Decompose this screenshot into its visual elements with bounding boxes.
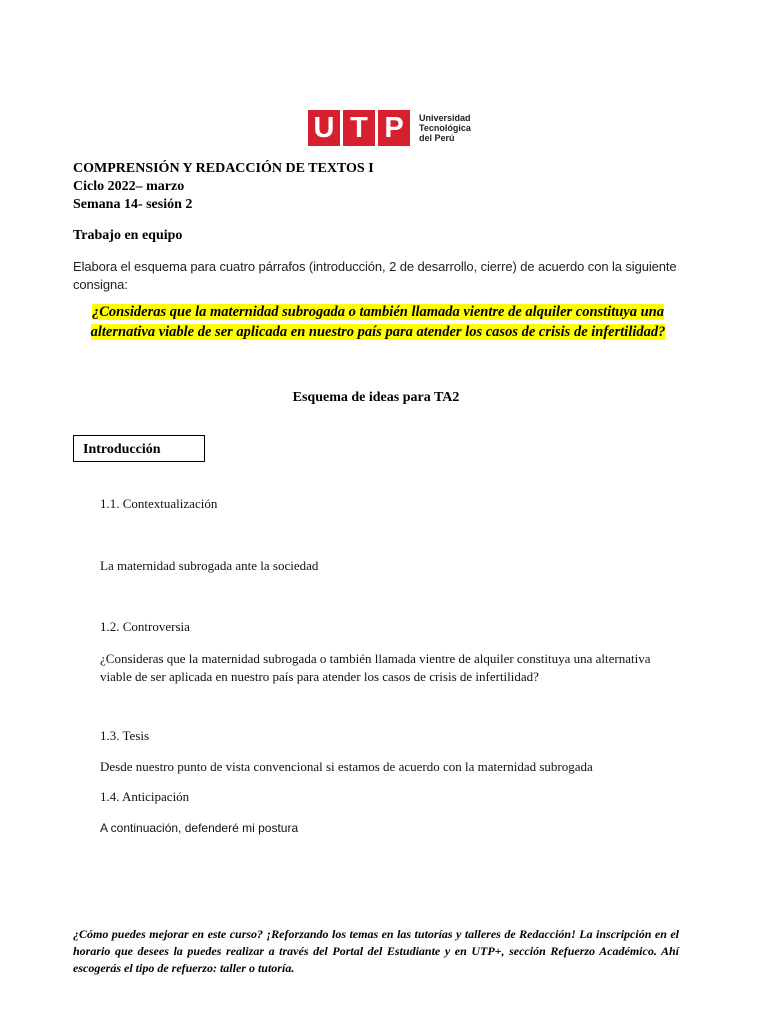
anticipation-heading: 1.4. Anticipación <box>100 789 190 804</box>
logo-letter-p: P <box>378 110 410 146</box>
controversy-heading: 1.2. Controversia <box>100 619 190 634</box>
document-header <box>73 160 374 214</box>
team-work-label: Trabajo en equipo <box>73 228 183 243</box>
logo-letter-t: T <box>343 110 375 146</box>
schema-title: Esquema de ideas para TA2 <box>292 390 460 405</box>
contextualization-text: La maternidad subrogada ante la sociedad <box>100 558 319 573</box>
week-session-label: Semana 14- sesión 2 <box>73 197 193 212</box>
utp-logo <box>308 108 471 148</box>
logo-name-line-3: del Perú <box>419 133 455 143</box>
question-text: ¿Consideras que la maternidad subrogada o también llamada vientre de alquiler constituya una alternativa viable de ser aplicada en nuestro país para atender los casos de crisis de infertilidad? <box>90 304 666 340</box>
logo-name-line-2: Tecnológica <box>419 123 471 133</box>
course-title: COMPRENSIÓN Y REDACCIÓN DE TEXTOS I <box>73 161 374 176</box>
introduction-heading-box: Introducción <box>73 435 205 462</box>
logo-university-name <box>419 113 471 143</box>
controversy-text: ¿Consideras que la maternidad subrogada o también llamada vientre de alquiler constituya una alternativa viable de ser aplicada en nuestro país para atender los casos de crisis de infertilidad? <box>100 651 651 684</box>
logo-letter-u: U <box>308 110 340 146</box>
anticipation-text: A continuación, defenderé mi postura <box>100 821 299 835</box>
thesis-text: Desde nuestro punto de vista convencional si estamos de acuerdo con la maternidad subrogada <box>100 759 593 774</box>
contextualization-heading: 1.1. Contextualización <box>100 496 218 511</box>
footer-note: ¿Cómo puedes mejorar en este curso? ¡Reforzando los temas en las tutorías y talleres de Redacción! La inscripción en el horario que desees la puedes realizar a través del Portal del Estudiante y en UTP+, sección Refuerzo Académico. Ahí escogerás el tipo de refuerzo: taller o tutoría. <box>73 927 679 975</box>
thesis-heading: 1.3. Tesis <box>100 728 150 743</box>
logo-name-line-1: Universidad <box>419 113 471 123</box>
instructions-text: Elabora el esquema para cuatro párrafos (introducción, 2 de desarrollo, cierre) de acuerdo con la siguiente consigna: <box>73 259 677 292</box>
highlighted-question <box>73 302 683 342</box>
cycle-label: Ciclo 2022– marzo <box>73 179 185 194</box>
